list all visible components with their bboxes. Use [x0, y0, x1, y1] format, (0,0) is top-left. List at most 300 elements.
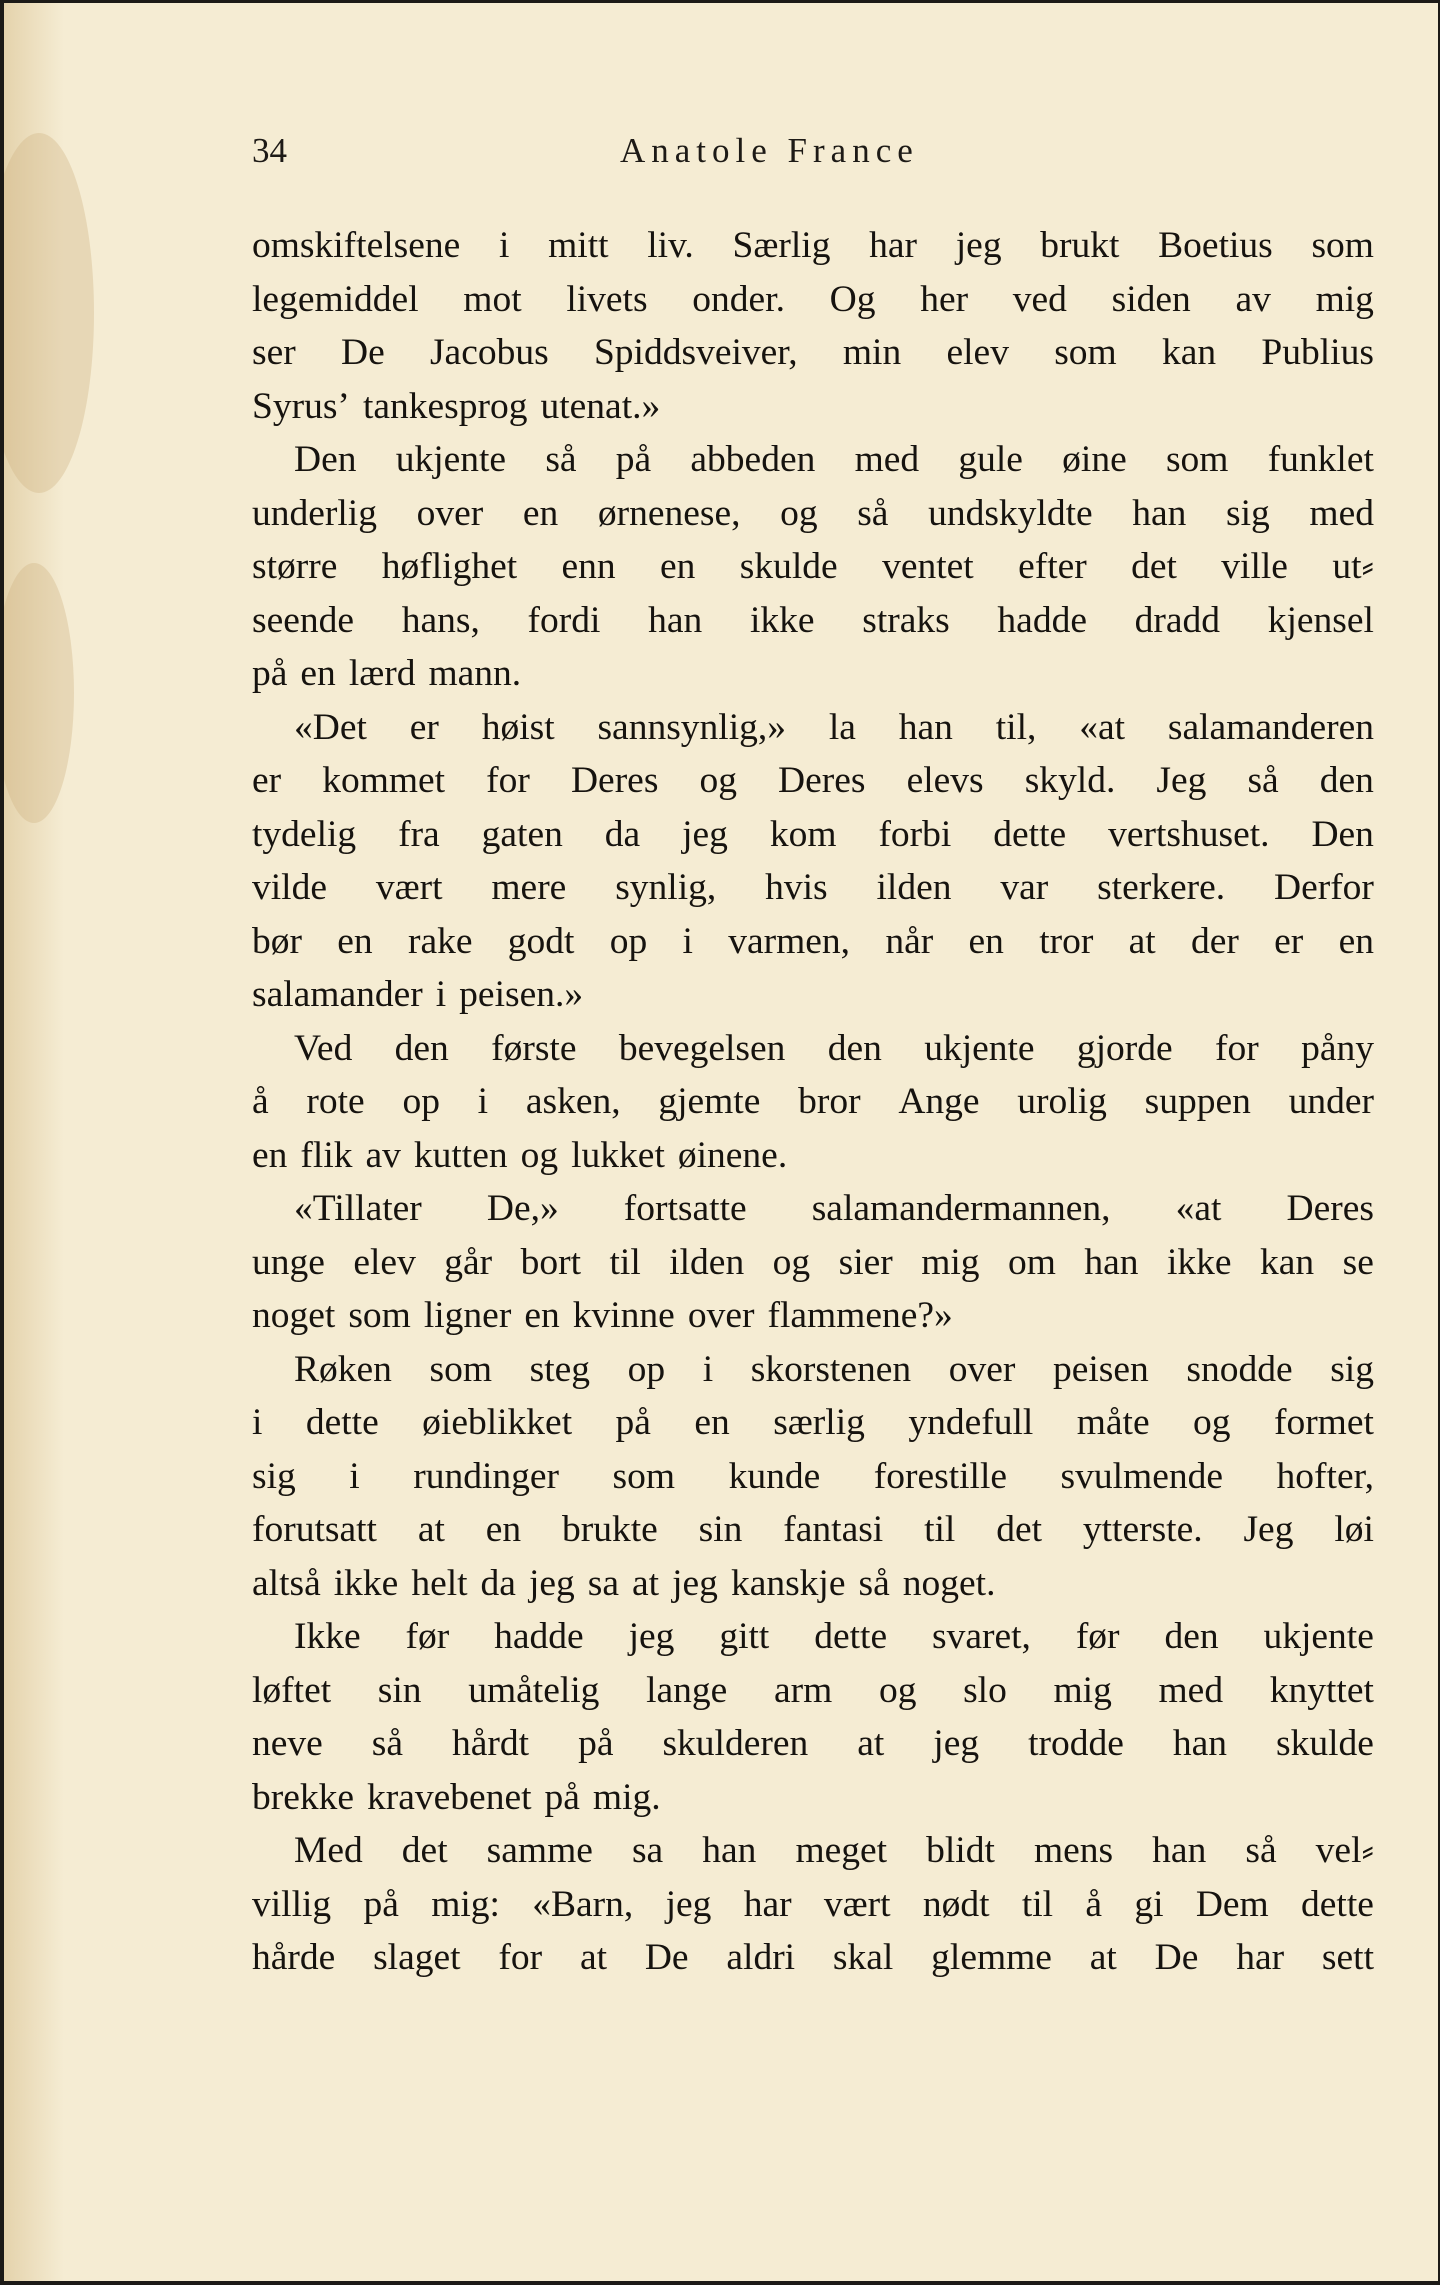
word: samme	[486, 1830, 593, 1871]
word: jeg	[628, 1616, 675, 1657]
word: altså	[252, 1562, 321, 1604]
word: jeg	[933, 1723, 980, 1764]
word: og	[520, 1134, 559, 1176]
word: at	[1128, 920, 1156, 962]
word: vel⸗	[1315, 1830, 1374, 1871]
word: en	[252, 1134, 288, 1176]
word: at	[857, 1723, 885, 1764]
word: formet	[1273, 1402, 1374, 1443]
text-line	[252, 1503, 1374, 1557]
word: påny	[1301, 1027, 1374, 1069]
word: De,»	[486, 1188, 559, 1229]
word: fortsatte	[623, 1188, 747, 1229]
paragraph	[252, 1022, 1374, 1183]
word: jeg	[665, 1883, 712, 1925]
word: en	[300, 653, 336, 694]
word: svaret,	[932, 1616, 1031, 1657]
word: Publius	[1261, 332, 1374, 373]
word: da	[604, 813, 641, 855]
word: sett	[1321, 1937, 1374, 1978]
word: som	[1054, 332, 1117, 373]
word: brekke	[252, 1776, 355, 1818]
word: arm	[773, 1669, 833, 1711]
word: siden	[1111, 278, 1191, 320]
word: peisen.»	[459, 974, 584, 1015]
word: straks	[862, 599, 950, 641]
word: en	[660, 546, 696, 587]
text-line	[252, 968, 1374, 1022]
word: peisen	[1052, 1348, 1149, 1390]
word: Særlig	[732, 225, 831, 266]
word: abbeden	[690, 439, 816, 480]
word: yndefull	[908, 1402, 1034, 1443]
word: med	[1309, 492, 1374, 534]
word: knyttet	[1269, 1669, 1374, 1711]
word: sig	[1330, 1348, 1374, 1390]
word: op	[402, 1081, 440, 1122]
word: Deres	[1286, 1188, 1374, 1229]
word: funklet	[1267, 439, 1374, 480]
word: «Tillater	[294, 1188, 422, 1229]
word: «Det	[294, 706, 367, 748]
word: meget	[795, 1830, 888, 1871]
word: har	[743, 1883, 792, 1925]
paragraph	[252, 701, 1374, 1022]
word: tror	[1039, 920, 1094, 962]
word: av	[1235, 278, 1271, 320]
word: den	[1319, 760, 1374, 801]
word: som	[1311, 225, 1374, 266]
text-line	[252, 861, 1374, 915]
text-line	[252, 326, 1374, 380]
word: sin	[377, 1669, 422, 1711]
word: legemiddel	[252, 278, 419, 320]
word: jeg	[672, 1562, 718, 1604]
running-head	[252, 131, 1374, 185]
word: har	[1236, 1937, 1285, 1978]
word: i	[682, 920, 693, 962]
word: sterkere.	[1097, 867, 1226, 908]
word: ikke	[333, 1562, 399, 1604]
word: «at	[1175, 1188, 1222, 1229]
word: at	[417, 1509, 445, 1550]
word: som	[429, 1348, 493, 1390]
text-line	[252, 1557, 1374, 1611]
word: Deres	[778, 760, 866, 801]
word: bror	[798, 1081, 861, 1122]
word: mig	[921, 1241, 980, 1283]
word: så	[545, 439, 577, 480]
text-line	[252, 1129, 1374, 1183]
word: «Barn,	[532, 1883, 634, 1925]
word: gule	[958, 439, 1023, 480]
word: elev	[946, 332, 1009, 373]
word: Ikke	[294, 1616, 361, 1657]
text-line	[252, 1610, 1374, 1664]
word: løi	[1334, 1509, 1374, 1550]
word: Dem	[1195, 1883, 1269, 1925]
word: den	[827, 1027, 882, 1069]
word: og	[699, 760, 737, 801]
word: øinene.	[677, 1134, 788, 1176]
word: varmen,	[728, 920, 851, 962]
word: sig	[252, 1455, 296, 1497]
word: her	[920, 278, 969, 320]
word: gitt	[719, 1616, 770, 1657]
text-line	[252, 1075, 1374, 1129]
word: tankesprog	[362, 385, 528, 427]
word: dette	[993, 813, 1067, 855]
word: som	[348, 1295, 411, 1336]
word: Og	[829, 278, 876, 320]
word: av	[365, 1134, 401, 1176]
word: neve	[252, 1723, 323, 1764]
word: suppen	[1144, 1081, 1251, 1122]
word: sig	[1226, 492, 1270, 534]
word: dette	[305, 1402, 379, 1443]
word: kvinne	[572, 1295, 675, 1336]
text-line	[252, 1771, 1374, 1825]
word: dette	[1301, 1883, 1374, 1925]
word: kan	[1161, 332, 1217, 373]
word: høflighet	[381, 546, 518, 587]
word: trodde	[1028, 1723, 1124, 1764]
word: gjorde	[1076, 1027, 1173, 1069]
body-text	[252, 219, 1374, 1985]
word: elev	[353, 1241, 416, 1283]
word: går	[444, 1241, 493, 1283]
word: vertshuset.	[1108, 813, 1270, 855]
text-line	[252, 1878, 1374, 1932]
text-line	[252, 487, 1374, 541]
word: Jeg	[1156, 760, 1207, 801]
word: øine	[1062, 439, 1127, 480]
word: rote	[306, 1081, 365, 1122]
word: måte	[1076, 1402, 1150, 1443]
word: nødt	[922, 1883, 990, 1925]
word: Derfor	[1273, 867, 1374, 908]
word: med	[854, 439, 920, 480]
word: dette	[814, 1616, 888, 1657]
word: på	[544, 1776, 580, 1818]
word: ser	[252, 332, 296, 373]
text-line	[252, 380, 1374, 434]
word: elevs	[906, 760, 984, 801]
word: så	[1245, 1830, 1277, 1871]
word: efter	[1018, 546, 1087, 587]
word: umåtelig	[468, 1669, 600, 1711]
word: løftet	[252, 1669, 332, 1711]
word: han	[1084, 1241, 1139, 1283]
text-line	[252, 1824, 1374, 1878]
word: forutsatt	[252, 1509, 377, 1550]
word: De	[644, 1937, 689, 1978]
word: i	[499, 225, 510, 266]
word: om	[1008, 1241, 1056, 1283]
word: vilde	[252, 867, 327, 908]
word: kom	[769, 813, 837, 855]
word: under	[1288, 1081, 1374, 1122]
word: er	[252, 760, 282, 801]
word: onder.	[692, 278, 785, 320]
word: han	[1172, 1723, 1228, 1764]
word: ukjente	[924, 1027, 1035, 1069]
word: rake	[407, 920, 473, 962]
word: så	[857, 492, 889, 534]
word: en	[337, 920, 373, 962]
word: og	[878, 1669, 917, 1711]
word: i	[252, 1402, 263, 1443]
word: Deres	[570, 760, 659, 801]
text-line	[252, 808, 1374, 862]
text-line	[252, 594, 1374, 648]
word: hårde	[252, 1937, 336, 1978]
text-line	[252, 1236, 1374, 1290]
word: mig	[1315, 278, 1374, 320]
word: kjensel	[1267, 599, 1374, 641]
word: en	[1338, 920, 1374, 962]
word: mig.	[592, 1776, 661, 1818]
word: en	[968, 920, 1004, 962]
text-line	[252, 1931, 1374, 1985]
word: for	[1215, 1027, 1259, 1069]
word: ut⸗	[1332, 546, 1374, 587]
word: tydelig	[252, 813, 357, 855]
word: som	[1165, 439, 1229, 480]
word: i	[477, 1081, 489, 1122]
word: Med	[294, 1830, 363, 1871]
word: ikke	[749, 599, 815, 641]
word: bør	[252, 920, 302, 962]
word: at	[632, 1562, 660, 1604]
word: villig	[252, 1883, 332, 1925]
word: da	[480, 1562, 516, 1604]
word: er	[1274, 920, 1304, 962]
word: brukt	[1040, 225, 1120, 266]
word: høist	[481, 706, 555, 748]
word: gi	[1134, 1883, 1164, 1925]
word: på	[615, 439, 652, 480]
text-line	[252, 1182, 1374, 1236]
text-line	[252, 647, 1374, 701]
word: når	[885, 920, 934, 962]
word: hvis	[765, 867, 828, 908]
word: slaget	[373, 1937, 461, 1978]
word: over	[687, 1295, 755, 1336]
word: en	[694, 1402, 730, 1443]
word: sa	[631, 1830, 664, 1871]
word: i	[435, 974, 447, 1015]
word: han	[1132, 492, 1187, 534]
word: Ved	[294, 1027, 353, 1069]
word: rundinger	[413, 1455, 560, 1497]
word: Syrus’	[252, 385, 350, 427]
word: salamanderen	[1167, 706, 1374, 748]
word: større	[252, 546, 338, 587]
running-title: Anatole France	[620, 131, 919, 170]
word: før	[405, 1616, 450, 1657]
word: glemme	[931, 1937, 1052, 1978]
word: vært	[823, 1883, 891, 1925]
word: min	[842, 332, 902, 373]
word: skulderen	[662, 1723, 809, 1764]
word: kutten	[413, 1134, 508, 1176]
word: før	[1075, 1616, 1120, 1657]
word: til,	[995, 706, 1037, 748]
word: første	[491, 1027, 577, 1069]
word: vært	[375, 867, 443, 908]
word: aldri	[726, 1937, 796, 1978]
word: så	[371, 1723, 404, 1764]
word: det	[401, 1830, 448, 1871]
word: urolig	[1017, 1081, 1107, 1122]
word: ikke	[1167, 1241, 1232, 1283]
word: sier	[838, 1241, 893, 1283]
word: hadde	[997, 599, 1087, 641]
word: den	[1164, 1616, 1219, 1657]
word: han	[898, 706, 953, 748]
word: en	[485, 1509, 522, 1550]
word: å	[1085, 1883, 1103, 1925]
word: at	[579, 1937, 608, 1978]
text-line	[252, 1289, 1374, 1343]
word: og	[1193, 1402, 1231, 1443]
text-line	[252, 1450, 1374, 1504]
word: blidt	[926, 1830, 995, 1871]
word: liv.	[647, 225, 694, 266]
word: gjemte	[658, 1081, 761, 1122]
word: se	[1342, 1241, 1374, 1283]
word: dradd	[1134, 599, 1221, 641]
word: ved	[1012, 278, 1067, 320]
word: og	[780, 492, 818, 534]
word: seende	[252, 599, 355, 641]
word: har	[869, 225, 918, 266]
word: ilden	[669, 1241, 745, 1283]
word: synlig,	[615, 867, 717, 908]
text-line	[252, 1396, 1374, 1450]
text-line	[252, 273, 1374, 327]
word: ville	[1221, 546, 1288, 587]
text-line	[252, 754, 1374, 808]
word: Ange	[898, 1081, 980, 1122]
word: Røken	[294, 1348, 392, 1390]
word: en	[524, 1295, 560, 1336]
word: Spiddsveiver,	[593, 332, 798, 373]
word: for	[498, 1937, 543, 1978]
word: ilden	[876, 867, 952, 908]
word: på	[578, 1723, 614, 1764]
book-page	[4, 3, 1438, 2281]
word: å	[252, 1081, 269, 1122]
word: mig	[1053, 1669, 1112, 1711]
word: omskiftelsene	[252, 225, 461, 266]
word: skulde	[1276, 1723, 1374, 1764]
word: og	[772, 1241, 811, 1283]
word: undskyldte	[928, 492, 1093, 534]
word: mitt	[548, 225, 609, 266]
word: mere	[491, 867, 567, 908]
text-line	[252, 1022, 1374, 1076]
paragraph	[252, 1182, 1374, 1343]
word: det	[1131, 546, 1177, 587]
word: salamander	[252, 974, 423, 1015]
word: på	[252, 653, 288, 694]
word: unge	[252, 1241, 325, 1283]
word: fantasi	[783, 1509, 884, 1550]
word: sa	[587, 1562, 620, 1604]
word: ukjente	[395, 439, 507, 480]
word: så	[858, 1562, 890, 1604]
paragraph	[252, 1824, 1374, 1985]
word: lukket	[571, 1134, 665, 1176]
paragraph	[252, 1343, 1374, 1611]
word: på	[363, 1883, 399, 1925]
word: Jacobus	[429, 332, 549, 373]
word: asken,	[525, 1081, 621, 1122]
word: sin	[698, 1509, 743, 1550]
word: jeg	[528, 1562, 575, 1604]
word: i	[702, 1348, 714, 1390]
word: så	[1247, 760, 1279, 801]
word: hadde	[494, 1616, 584, 1657]
word: ligner	[423, 1295, 512, 1336]
word: som	[612, 1455, 676, 1497]
word: der	[1190, 920, 1239, 962]
text-line	[252, 540, 1374, 594]
word: godt	[507, 920, 575, 962]
word: livets	[566, 278, 648, 320]
word: De	[340, 332, 385, 373]
word: er	[409, 706, 439, 748]
word: mot	[463, 278, 522, 320]
page-number: 34	[252, 131, 287, 170]
paper-stain	[4, 563, 74, 823]
word: bevegelsen	[618, 1027, 786, 1069]
word: han	[702, 1830, 757, 1871]
word: ørnenese,	[597, 492, 741, 534]
word: snodde	[1186, 1348, 1293, 1390]
word: op	[627, 1348, 666, 1390]
word: noget.	[902, 1562, 996, 1604]
word: gaten	[481, 813, 563, 855]
word: kan	[1260, 1241, 1315, 1283]
text-line	[252, 433, 1374, 487]
word: øieblikket	[422, 1402, 573, 1443]
word: til	[1021, 1883, 1054, 1925]
word: til	[924, 1509, 956, 1550]
word: hårdt	[452, 1723, 530, 1764]
word: sannsynlig,»	[597, 706, 787, 748]
paragraph	[252, 433, 1374, 701]
word: til	[609, 1241, 641, 1283]
word: forestille	[873, 1455, 1008, 1497]
word: svulmende	[1060, 1455, 1224, 1497]
word: ytterste.	[1082, 1509, 1203, 1550]
word: Den	[1311, 813, 1374, 855]
word: lange	[646, 1669, 728, 1711]
word: for	[486, 760, 530, 801]
word: utenat.»	[540, 385, 661, 427]
word: på	[615, 1402, 651, 1443]
word: han	[648, 599, 703, 641]
word: kravebenet	[367, 1776, 532, 1818]
word: flik	[300, 1134, 353, 1176]
word: var	[1000, 867, 1049, 908]
word: mann.	[428, 653, 522, 694]
word: skyld.	[1024, 760, 1116, 801]
word: flammene?»	[767, 1295, 953, 1336]
